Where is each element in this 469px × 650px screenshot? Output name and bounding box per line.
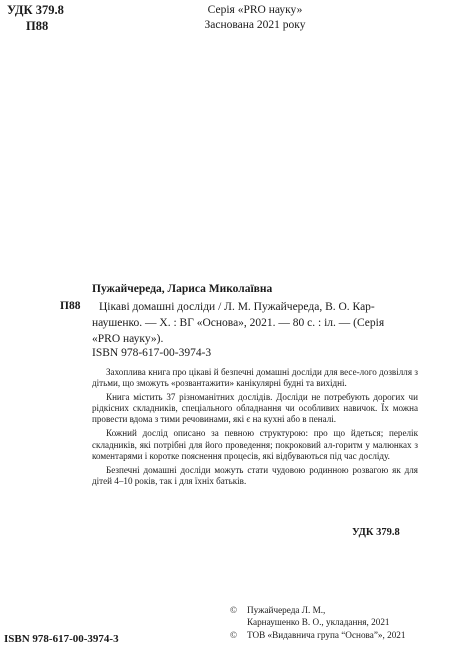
annotation xyxy=(92,367,418,490)
biblio-line-1: Цікаві домашні досліди / Л. М. Пужайчереда, В. О. Кар- xyxy=(99,301,375,313)
copyright-icon: © xyxy=(230,605,237,615)
udk-code-top: УДК 379.8 xyxy=(7,3,64,17)
copyright-block xyxy=(230,604,465,641)
copyright-icon: © xyxy=(230,629,237,640)
series-name: Серія «PRO науку» xyxy=(207,4,303,16)
biblio-line-3: «PRO науку»). xyxy=(92,333,164,345)
udk-code-bottom: УДК 379.8 xyxy=(352,527,400,538)
annotation-paragraph: Безпечні домашні досліди можуть стати чудовою родинною розвагою як для дітей 4–10 років, так і для їхніх батьків. xyxy=(92,464,418,486)
author-heading: Пужайчереда, Лариса Миколаївна xyxy=(92,283,273,295)
shelf-code-record: П88 xyxy=(60,300,81,312)
copyright-line-3: ТОВ «Видавнича група “Основа”», 2021 xyxy=(247,629,406,640)
isbn-record: ISBN 978-617-00-3974-3 xyxy=(92,347,212,359)
annotation-paragraph: Кожний дослід описано за певною структурою: про що йдеться; перелік складників, які потрібні для його проведення; покроковий ал-горитм у малюнках з коментарями і коротке пояснення процесів, які відбуваються під час досліду. xyxy=(92,428,418,461)
copyright-line-1: Пужайчереда Л. М., xyxy=(247,605,326,615)
isbn-bottom: ISBN 978-617-00-3974-3 xyxy=(4,633,119,645)
copyright-line-2: Карнаушенко В. О., укладання, 2021 xyxy=(247,617,390,628)
shelf-code-top: П88 xyxy=(26,19,49,33)
bibliographic-description xyxy=(92,299,417,347)
series-info xyxy=(160,3,350,33)
annotation-paragraph: Книга містить 37 різноманітних дослідів. Досліди не потребують дорогих чи рідкісних складників, спеціального обладнання чи особливих навичок. Їх можна провести вдома з тими речовинами, які є на кухні або в пеналі. xyxy=(92,392,418,425)
biblio-line-2: наушенко. — Х. : ВГ «Основа», 2021. — 80 с. : іл. — (Серія xyxy=(92,317,385,329)
annotation-paragraph: Захоплива книга про цікаві й безпечні домашні досліди для весе-лого дозвілля з дітьми, що зможуть «розвантажити» канікулярні будні та вихідні. xyxy=(92,367,418,389)
series-founded: Заснована 2021 року xyxy=(204,19,306,31)
